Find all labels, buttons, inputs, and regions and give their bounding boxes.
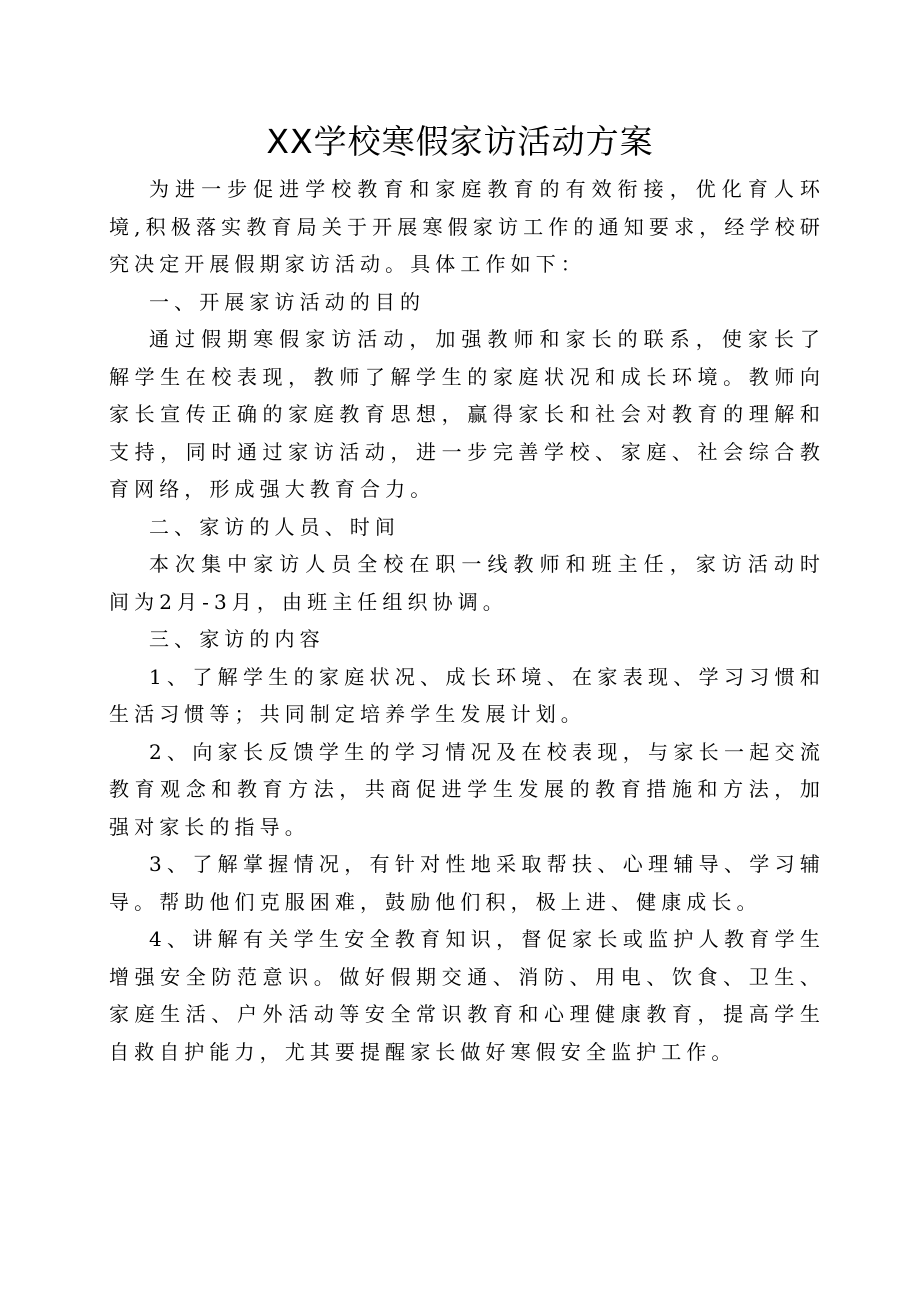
personnel-time-paragraph: 本次集中家访人员全校在职一线教师和班主任，家访活动时间为2月-3月，由班主任组织协调。	[109, 552, 825, 614]
content-item-4: 4、讲解有关学生安全教育知识，督促家长或监护人教育学生增强安全防范意识。做好假期交通、消防、用电、饮食、卫生、家庭生活、户外活动等安全常识教育和心理健康教育，提高学生自救自护能力，尤其要提醒家长做好寒假安全监护工作。	[109, 927, 825, 1064]
content-item-2: 2、向家长反馈学生的学习情况及在校表现，与家长一起交流教育观念和教育方法，共商促进学生发展的教育措施和方法，加强对家长的指导。	[109, 739, 825, 839]
content-item-3: 3、了解掌握情况，有针对性地采取帮扶、心理辅导、学习辅导。帮助他们克服困难，鼓励他们积，极上进、健康成长。	[109, 852, 825, 914]
content-item-1: 1、了解学生的家庭状况、成长环境、在家表现、学习习惯和生活习惯等；共同制定培养学生发展计划。	[109, 664, 825, 726]
section-heading-content: 三、家访的内容	[149, 627, 325, 651]
section-heading-personnel-time: 二、家访的人员、时间	[149, 514, 400, 539]
intro-paragraph: 为进一步促进学校教育和家庭教育的有效衔接，优化育人环境,积极落实教育局关于开展寒假家访工作的通知要求，经学校研究决定开展假期家访活动。具体工作如下：	[109, 177, 825, 276]
purpose-paragraph: 通过假期寒假家访活动，加强教师和家长的联系，使家长了解学生在校表现，教师了解学生的家庭状况和成长环境。教师向家长宣传正确的家庭教育思想，赢得家长和社会对教育的理解和支持，同时通过家访活动，进一步完善学校、家庭、社会综合教育网络，形成强大教育合力。	[109, 327, 825, 501]
document-title: XX学校寒假家访活动方案	[266, 122, 654, 161]
section-heading-purpose: 一、开展家访活动的目的	[149, 289, 426, 314]
document-body	[109, 171, 825, 1071]
